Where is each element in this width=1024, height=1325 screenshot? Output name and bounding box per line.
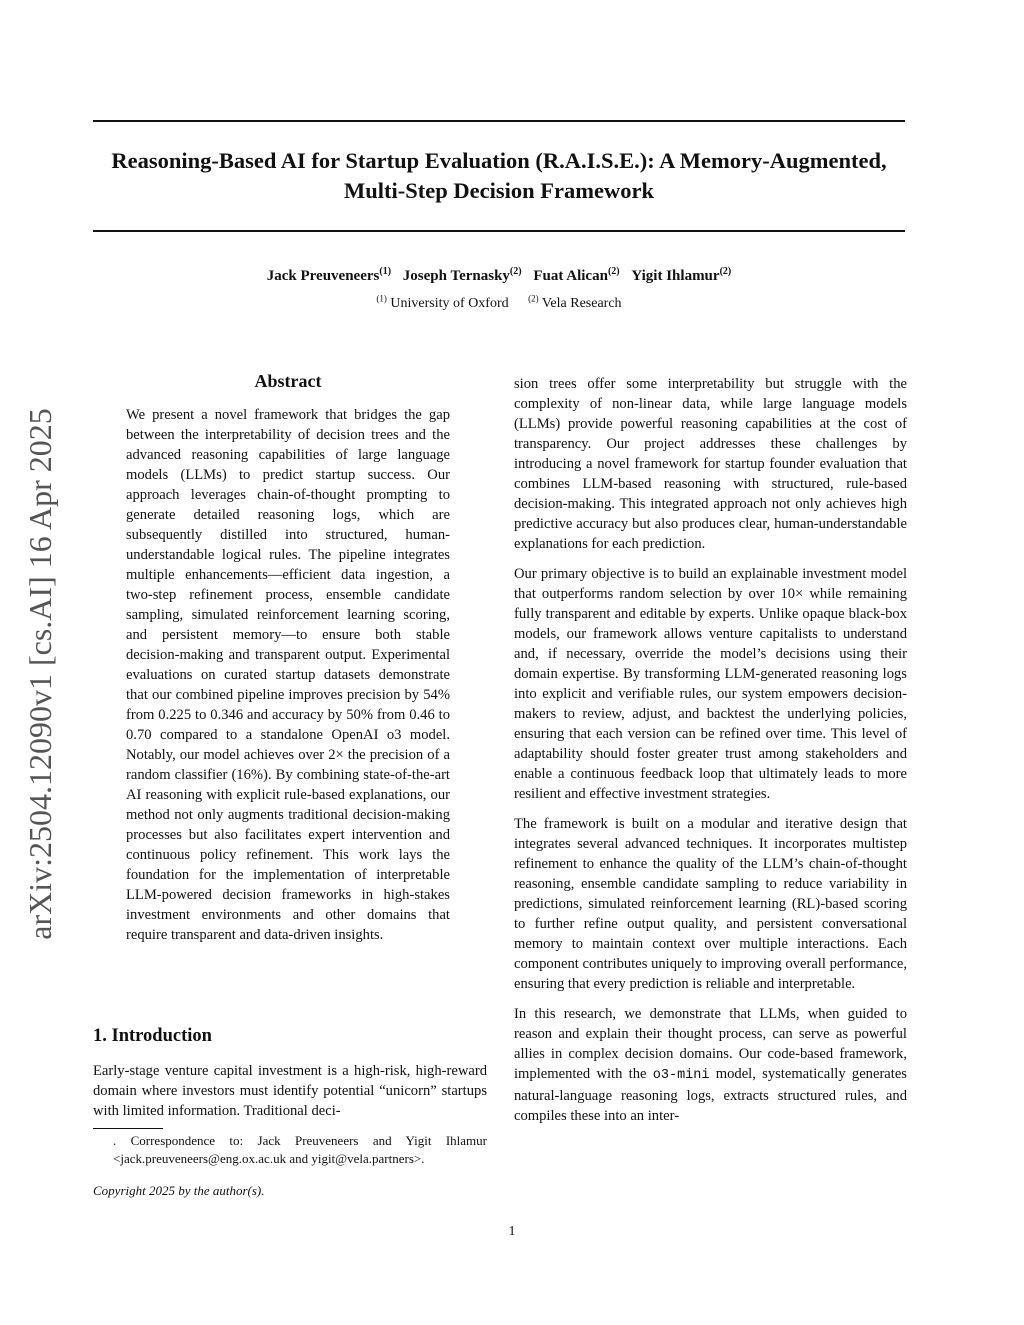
affiliation-list [93,293,905,312]
paper-title [93,146,905,206]
title-rule-bottom [93,230,905,232]
footnote-rule [93,1128,163,1129]
page-number: 1 [508,1224,516,1239]
author: Yigit Ihlamur$^{(2)}$ [631,266,732,284]
footnote: . Correspondence to: Jack Preuveneers and Yigit Ihlamur <jack.preuveneers@eng.ox.ac.uk and yigit@vela.partners>. [113,1133,487,1166]
author: Joseph Ternasky$^{(2)}$ [402,266,522,284]
paragraph: The framework is built on a modular and iterative design that integrates several advanced techniques. It incorporates multistep refinement to enhance the quality of the LLM’s chain-of-thought reasoning, ensemble candidate sampling to reduce variability in predictions, simulated reinforcement learning (RL)-based scoring to further refine output quality, and persistent conversational memory to maintain context over multiple interactions. Each component contributes uniquely to improving overall performance, ensuring that every prediction is reliable and interpretable. [514,816,907,992]
abstract-heading: Abstract [254,371,322,391]
author-list [93,266,905,285]
author: Jack Preuveneers$^{(1)}$ [266,266,392,284]
paragraph: Our primary objective is to build an explainable investment model that outperforms random selection by over 10× while remaining fully transparent and editable by experts. Unlike opaque black-box models, our framework allows venture capitalists to understand and, if necessary, override the model’s decisions using their domain expertise. By transforming LLM-generated reasoning logs into explicit and verifiable rules, our system empowers decision-makers to review, adjust, and backtest the underlying policies, ensuring that each version can be refined over time. This level of adaptability should foster greater trust among stakeholders and enable a continuous feedback loop that ultimately leads to more resilient and effective investment strategies. [514,566,907,802]
introduction-left-text: Early-stage venture capital investment is a high-risk, high-reward domain where investors must identify potential “unicorn” startups with limited information. Traditional deci- [93,1063,487,1119]
affiliation: $^{(1)}$ University of Oxford [376,293,509,311]
introduction-heading: 1. Introduction [93,1026,212,1046]
abstract-body [126,405,450,955]
model-name-code: o3-mini [652,1068,710,1083]
arxiv-identifier: arXiv:2504.12090v1 [cs.AI] 16 Apr 2025 [22,408,58,940]
paragraph: sion trees offer some interpretability but struggle with the complexity of non-linear data, while large language models (LLMs) provide powerful reasoning capabilities at the cost of transparency. Our project addresses these challenges by introducing a novel framework for startup founder evaluation that combines LLM-based reasoning with structured, rule-based decision-making. This integrated approach not only achieves high predictive accuracy but also produces clear, human-understandable explanations for each prediction. [514,376,907,552]
title-line-2: Multi-Step Decision Framework [344,178,654,203]
abstract-text: We present a novel framework that bridges the gap between the interpretability of decision trees and the advanced reasoning capabilities of large language models (LLMs) to predict startup success. Our approach leverages chain-of-thought prompting to generate detailed reasoning logs, which are subsequently distilled into structured, human-understandable logical rules. The pipeline integrates multiple enhancements—efficient data ingestion, a two-step refinement process, ensemble candidate sampling, simulated reinforcement learning scoring, and persistent memory—to ensure both stable decision-making and transparent output. Experimental evaluations on curated startup datasets demonstrate that our combined pipeline improves precision by 54% from 0.225 to 0.346 and accuracy by 50% from 0.46 to 0.70 compared to a standalone OpenAI o3 model. Notably, our model achieves over 2× the precision of a random classifier (16%). By combining state-of-the-art AI reasoning with explicit rule-based explanations, our method not only augments traditional decision-making processes but also facilitates expert intervention and continuous policy refinement. This work lays the foundation for the implementation of interpretable LLM-powered decision frameworks in high-stakes investment environments and other domains that require transparent and data-driven insights. [126,407,450,943]
title-rule-top [93,120,905,122]
copyright-notice: Copyright 2025 by the author(s). [93,1183,265,1198]
author: Fuat Alican$^{(2)}$ [533,266,620,284]
right-column-text [514,374,907,1136]
affiliation: $^{(2)}$ Vela Research [528,293,622,311]
title-line-1: Reasoning-Based AI for Startup Evaluation (R.A.I.S.E.): A Memory-Augmented, [111,148,887,173]
paragraph: In this research, we demonstrate that LLMs, when guided to reason and explain their thought process, can serve as powerful allies in complex decision domains. Our code-based framework, implemented with the o3-mini model, systematically generates natural-language reasoning logs, extracts structured rules, and compiles these into an inter- [514,1006,907,1124]
